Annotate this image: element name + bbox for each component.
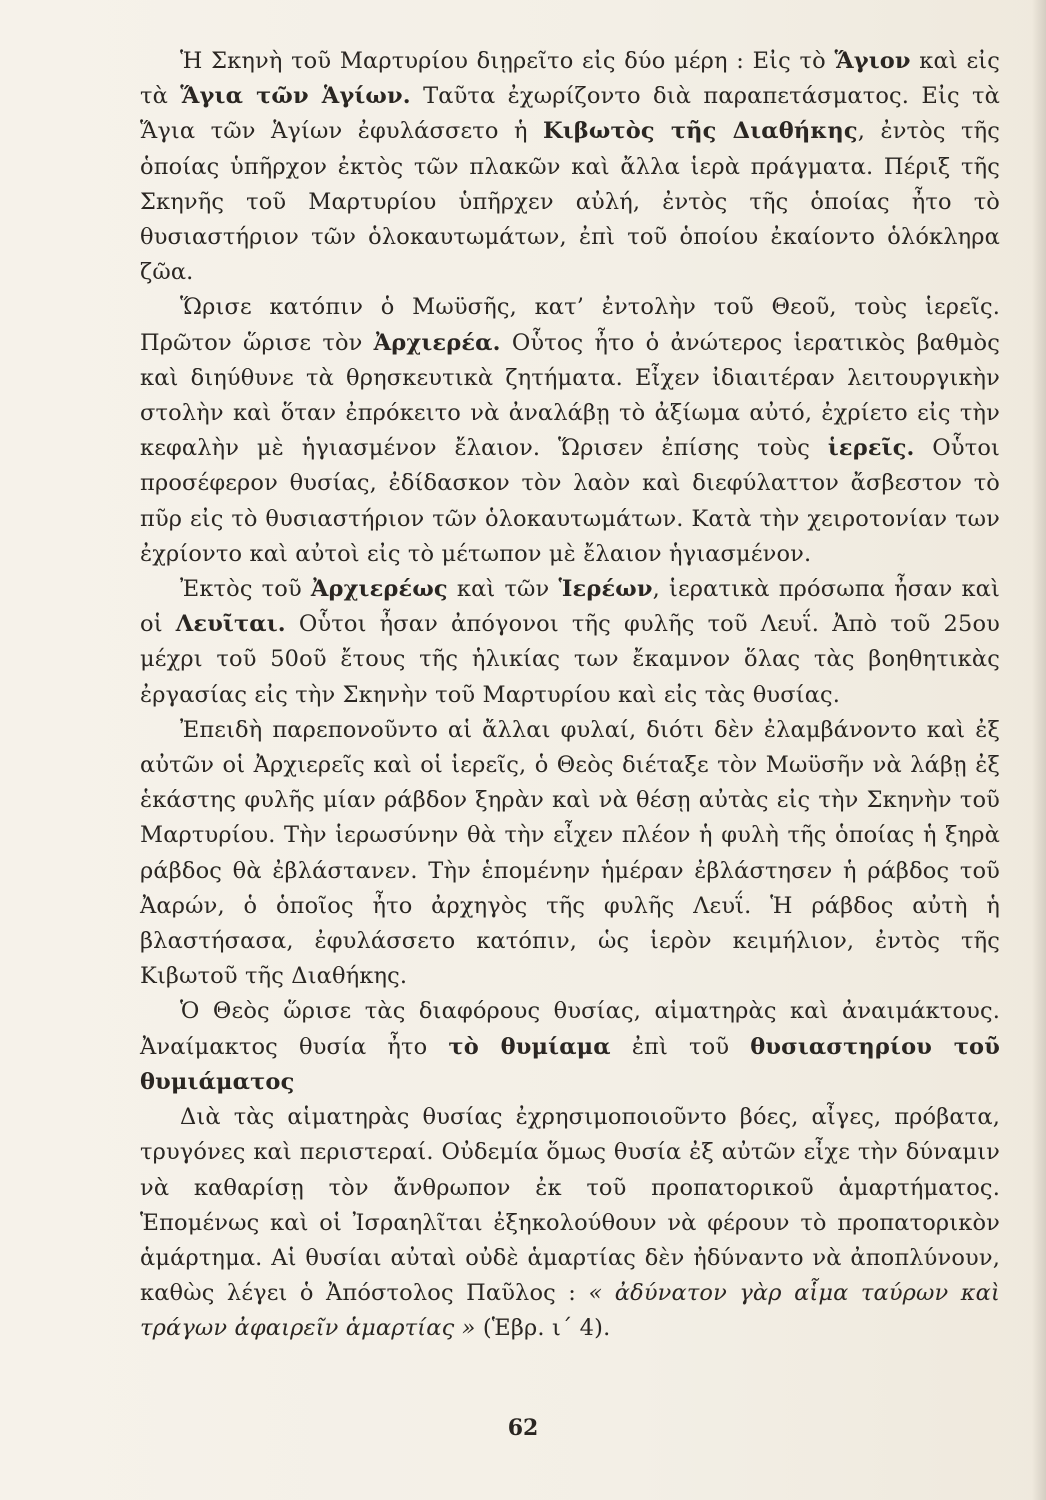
body-text xyxy=(140,44,1000,1347)
text-run: καὶ τῶν xyxy=(447,576,559,603)
paragraph-sacrifices xyxy=(140,994,1000,1100)
paragraph-tabernacle xyxy=(140,44,1000,290)
paragraph-blood-sacrifices xyxy=(140,1100,1000,1346)
text-run: Οὗτος ἦτο ὁ ἀνώτερος ἱερατικὸς βαθμὸς καὶ διηύθυνε τὰ θρησκευτικὰ ζητήματα. Εἶχεν ἰδιαιτέραν λειτουργικὴν στολὴν καὶ ὅταν ἐπρόκειτο νὰ ἀναλάβῃ τὸ ἀξίωμα αὐτό, ἐχρίετο εἰς τὴν κεφαλὴν μὲ ἡγιασμένον ἔλαιον. Ὥρισεν ἐπίσης τοὺς xyxy=(140,329,1000,462)
paragraph-aaron-rod xyxy=(140,713,1000,995)
bold-term: Ἅγιον xyxy=(834,48,911,74)
quotation: « ἀδύνατον γὰρ αἷμα ταύρων καὶ τράγων ἀφαιρεῖν ἁμαρτίας » xyxy=(140,1280,1000,1342)
bold-term: Ἀρχιερέα. xyxy=(373,329,501,356)
text-run: (Ἑβρ. ι΄ 4). xyxy=(475,1315,611,1342)
bold-term: ἱερεῖς. xyxy=(827,435,915,462)
paragraph-levites xyxy=(140,572,1000,713)
text-run: Ἐπειδὴ παρεπονοῦντο αἱ ἄλλαι φυλαί, διότι δὲν ἐλαμβάνοντο καὶ ἐξ αὐτῶν οἱ Ἀρχιερεῖς καὶ οἱ ἱερεῖς, ὁ Θεὸς διέταξε τὸν Μωϋσῆν νὰ λάβῃ ἐξ ἑκάστης φυλῆς μίαν ράβδον ξηρὰν καὶ νὰ θέσῃ αὐτὰς εἰς τὴν Σκηνὴν τοῦ Μαρτυρίου. Τὴν ἱερωσύνην θὰ τὴν εἶχεν πλέον ἡ φυλὴ τῆς ὁποίας ἡ ξηρὰ ράβδος θὰ ἐβλάστανεν. Τὴν ἑπομένην ἡμέραν ἐβλάστησεν ἡ ράβδος τοῦ Ἀαρών, ὁ ὁποῖος ἦτο ἀρχηγὸς τῆς φυλῆς Λευΐ. Ἡ ράβδος αὐτὴ ἡ βλαστήσασα, ἐφυλάσσετο κατόπιν, ὡς ἱερὸν κειμήλιον, ἐντὸς τῆς Κιβωτοῦ τῆς Διαθήκης. xyxy=(140,716,1000,990)
text-run: Διὰ τὰς αἱματηρὰς θυσίας ἐχρησιμοποιοῦντο βόες, αἶγες, πρόβατα, τρυγόνες καὶ περιστεραί. Οὐδεμία ὅμως θυσία ἐξ αὐτῶν εἶχε τὴν δύναμιν νὰ καθαρίσῃ τὸν ἄνθρωπον ἐκ τοῦ προπατορικοῦ ἁμαρτήματος. Ἑπομένως καὶ οἱ Ἰσραηλῖται ἐξηκολούθουν νὰ φέρουν τὸ προπατορικὸν ἁμάρτημα. Αἱ θυσίαι αὐταὶ οὐδὲ ἁμαρτίας δὲν ἠδύναντο νὰ ἀποπλύνουν, καθὼς λέγει ὁ Ἀπόστολος Παῦλος : xyxy=(140,1104,1000,1307)
bold-term: τὸ θυμίαμα xyxy=(448,1033,611,1060)
text-run: Ἐκτὸς τοῦ xyxy=(180,576,311,603)
text-run: Οὗτοι προσέφερον θυσίας, ἐδίδασκον τὸν λαὸν καὶ διεφύλαττον ἄσβεστον τὸ πῦρ εἰς τὸ θυσιαστήριον τῶν ὁλοκαυτωμάτων. Κατὰ τὴν χειροτονίαν των ἐχρίοντο καὶ αὐτοὶ εἰς τὸ μέτωπον μὲ ἔλαιον ἡγιασμένον. xyxy=(140,435,1000,567)
text-run: Οὗτοι ἦσαν ἀπόγονοι τῆς φυλῆς τοῦ Λευΐ. Ἀπὸ τοῦ 25ου μέχρι τοῦ 50οῦ ἔτους τῆς ἡλικίας των ἔκαμνον ὅλας τὰς βοηθητικὰς ἐργασίας εἰς τὴν Σκηνὴν τοῦ Μαρτυρίου καὶ εἰς τὰς θυσίας. xyxy=(140,611,1000,708)
text-run: Ἡ Σκηνὴ τοῦ Μαρτυρίου διῃρεῖτο εἰς δύο μέρη : Εἰς τὸ xyxy=(180,48,835,74)
text-run: Ὥρισε κατόπιν ὁ Μωϋσῆς, κατ’ ἐντολὴν τοῦ Θεοῦ, τοὺς ἱερεῖς. Πρῶτον ὥρισε τὸν xyxy=(140,294,1000,356)
page-number: 62 xyxy=(507,1415,539,1441)
text-run: ἐπὶ τοῦ xyxy=(610,1033,751,1060)
bold-term: Ἀρχιερέως xyxy=(310,576,448,603)
text-run: , ἐντὸς τῆς ὁποίας ὑπῆρχον ἐκτὸς τῶν πλακῶν καὶ ἄλλα ἱερὰ πράγματα. Πέριξ τῆς Σκηνῆς τοῦ Μαρτυρίου ὑπῆρχεν αὐλή, ἐντὸς τῆς ὁποίας ἦτο τὸ θυσιαστήριον τῶν ὁλοκαυτωμάτων, ἐπὶ τοῦ ὁποίου ἐκαίοντο ὁλόκληρα ζῶα. xyxy=(140,118,1000,286)
bold-term: Ἅγια τῶν Ἁγίων. xyxy=(180,83,411,110)
bold-term: Κιβωτὸς τῆς Διαθήκης xyxy=(543,118,858,145)
bold-term: Λευῖται. xyxy=(175,611,286,638)
page-edge-shadow xyxy=(1032,0,1046,1500)
bold-term: θυσιαστηρίου τοῦ θυμιάματος xyxy=(140,1033,1000,1095)
text-run: Ταῦτα ἐχωρίζοντο διὰ παραπετάσματος. Εἰς τὰ Ἅγια τῶν Ἁγίων ἐφυλάσσετο ἡ xyxy=(140,83,1001,145)
bold-term: Ἱερέων xyxy=(558,576,653,603)
text-run: καὶ εἰς τὰ xyxy=(140,48,1000,110)
text-run: , ἱερατικὰ πρόσωπα ἦσαν καὶ οἱ xyxy=(140,576,1000,638)
text-run: Ὁ Θεὸς ὥρισε τὰς διαφόρους θυσίας, αἱματηρὰς καὶ ἀναιμάκτους. Ἀναίμακτος θυσία ἦτο xyxy=(140,998,1000,1060)
paragraph-priests xyxy=(140,290,1000,572)
